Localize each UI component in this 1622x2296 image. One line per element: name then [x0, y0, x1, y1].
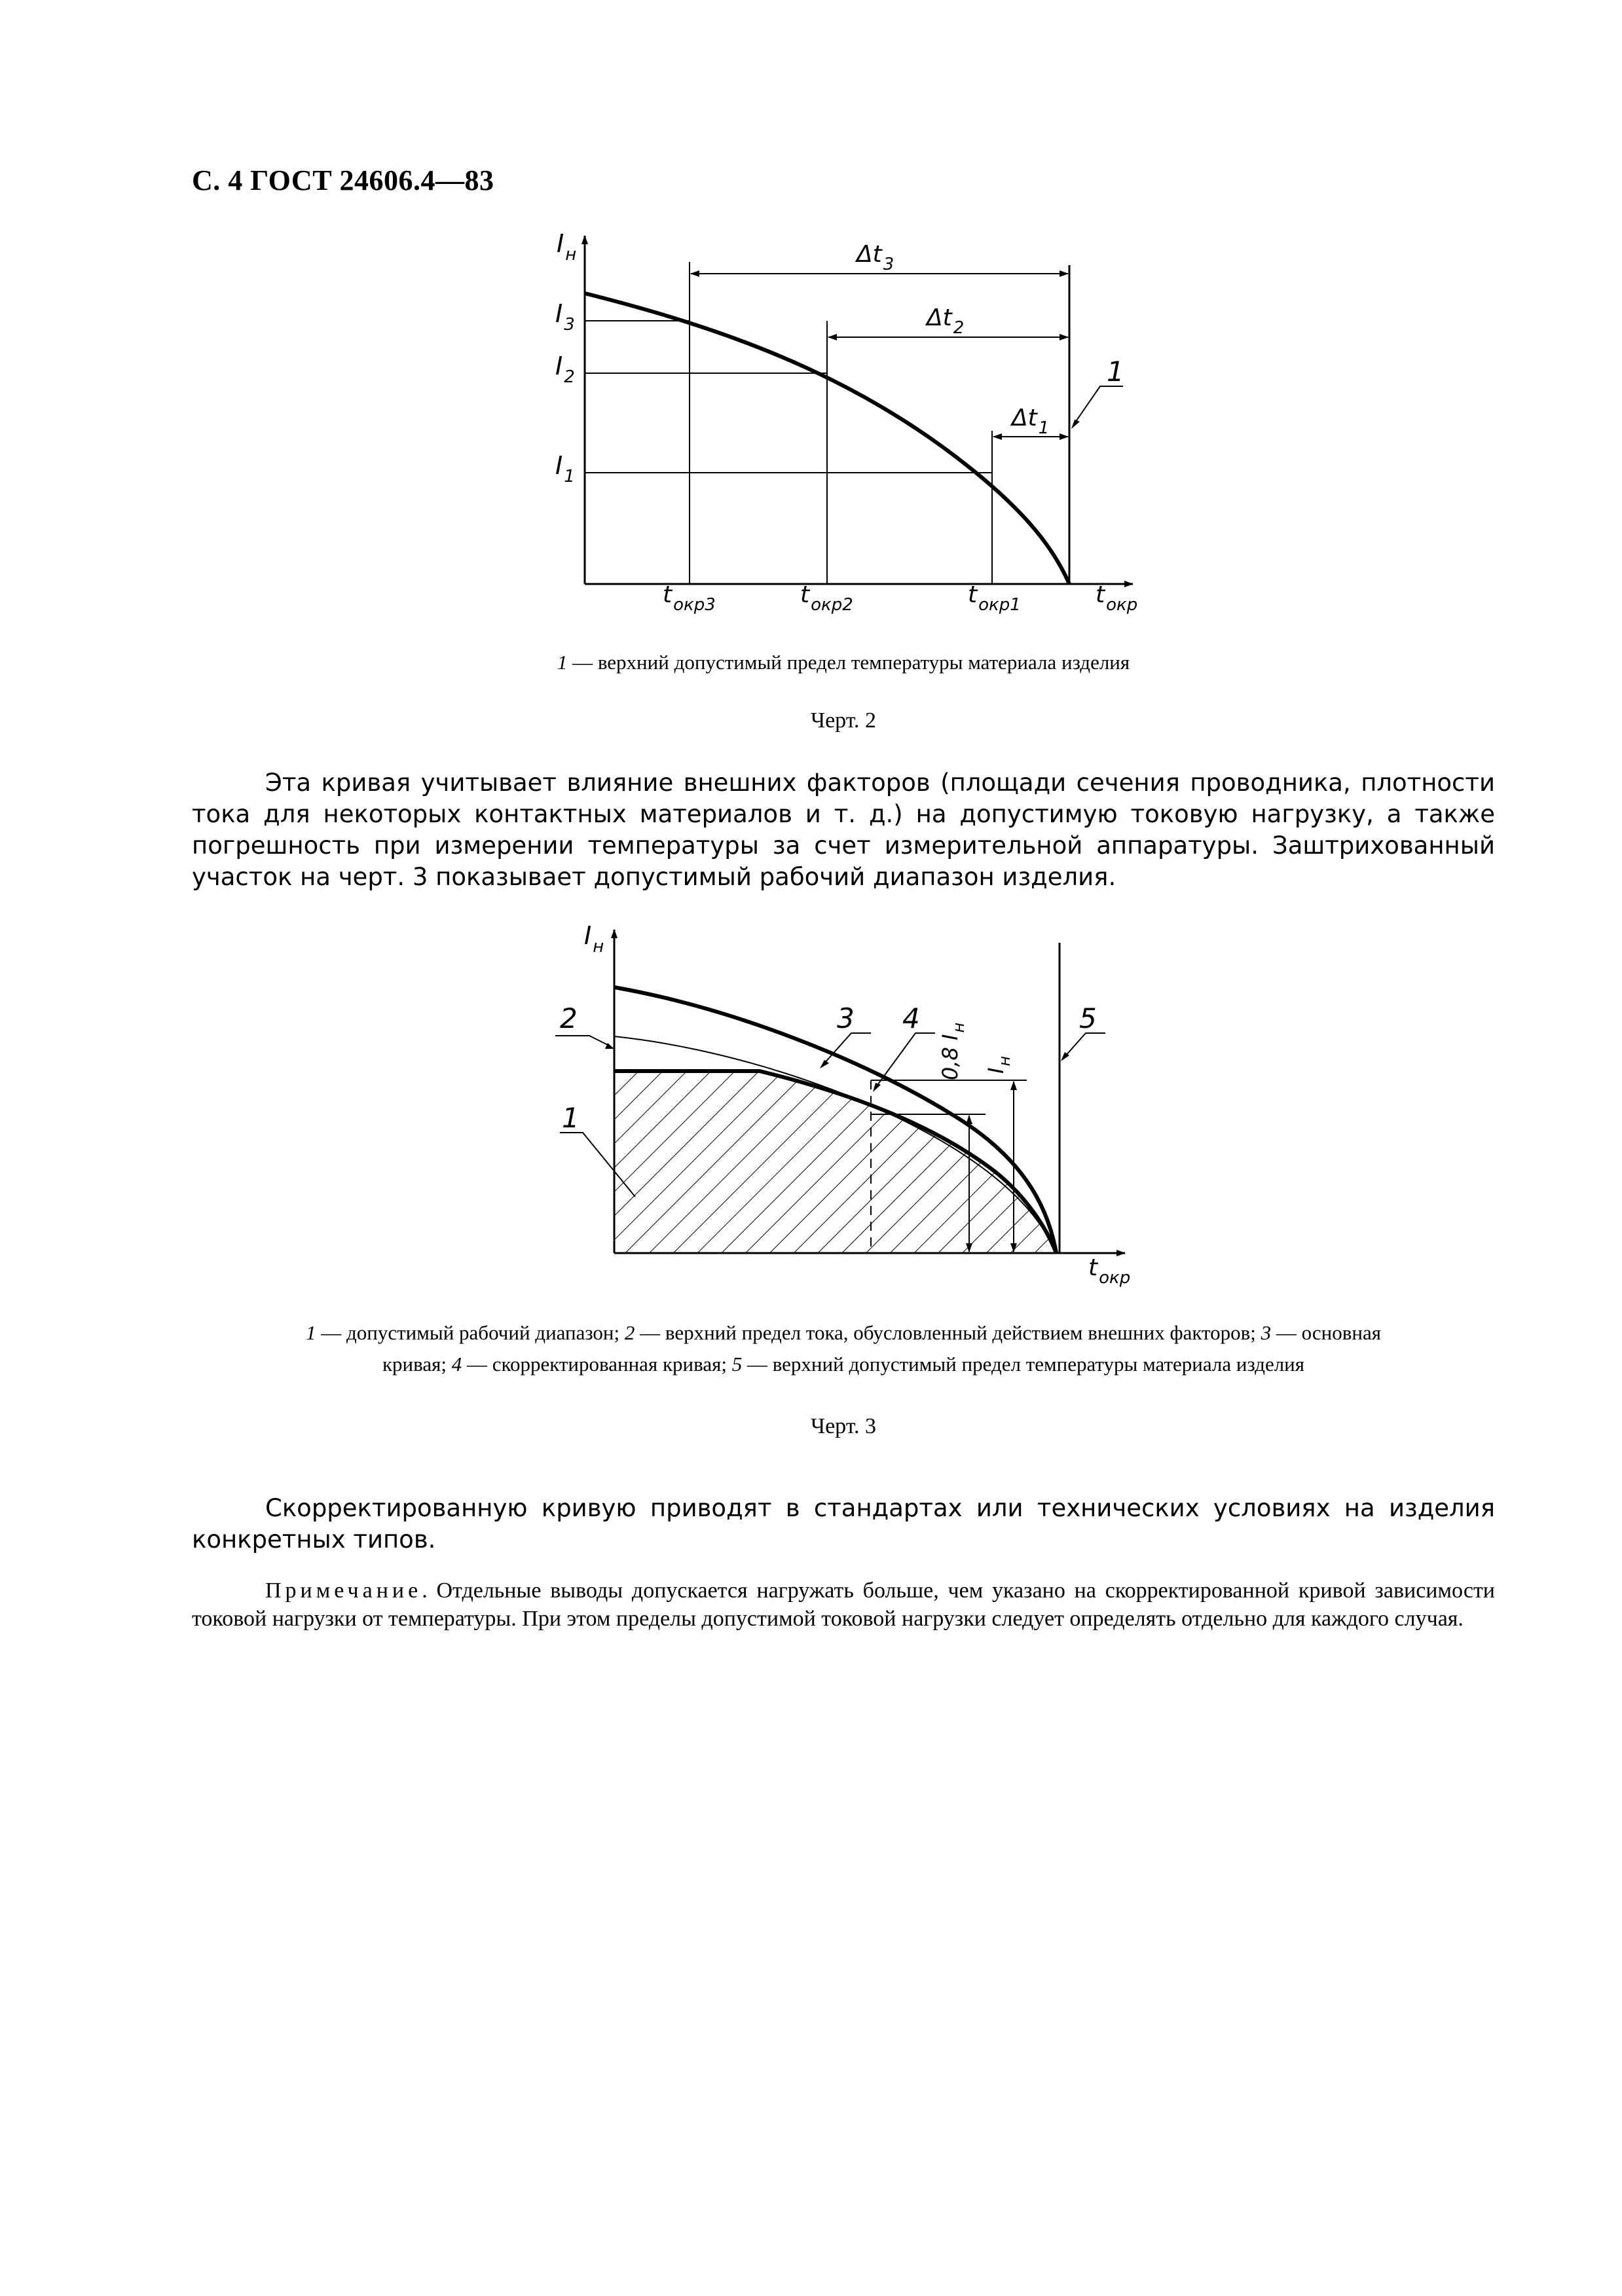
interval-dt2: $\Delta t_2$	[927, 304, 965, 338]
figure-2	[511, 216, 1166, 642]
callout-3-label: 3	[837, 1002, 855, 1034]
y-tick-i2: $I_2$	[555, 352, 575, 387]
figure-3-caption-line-2: кривая; 4 — скорректированная кривая; 5 — верхний допустимый предел температуры материала изделия	[382, 1353, 1305, 1376]
note	[192, 1576, 1495, 1633]
figure-3-caption	[192, 1317, 1495, 1380]
y-tick-i1: $I_1$	[555, 451, 575, 486]
hatched-area	[614, 1071, 1056, 1253]
callout-1-leader	[1074, 386, 1123, 424]
x-tick-tokr3: $t_{окр3}$	[663, 581, 716, 615]
note-label: Примечание	[265, 1578, 422, 1603]
paragraph-2: Скорректированную кривую приводят в стандартах или технических условиях на изделия конкретных типов.	[192, 1494, 1495, 1554]
interval-dt1: $\Delta t_1$	[1012, 405, 1050, 438]
y-axis-label: $I_н$	[557, 229, 577, 264]
figure-2-caption: 1 — верхний допустимый предел температуры материала изделия	[557, 651, 1130, 674]
figure-2-label: Черт. 2	[810, 708, 877, 733]
callout-2-label: 2	[560, 1002, 578, 1034]
interval-dt3: $\Delta t_3$	[857, 241, 894, 274]
x-axis-label: $t_{окр}$	[1088, 1254, 1131, 1288]
dim-08in-label: 0,8 $I_н$	[938, 1022, 968, 1080]
x-tick-tokr2: $t_{окр2}$	[800, 581, 853, 615]
y-axis-label: $I_н$	[584, 921, 604, 957]
callout-1-label: 1	[562, 1102, 580, 1134]
dim-in-label: $I_н$	[984, 1055, 1014, 1074]
note-text: . Отдельные выводы допускается нагружать больше, чем указано на скорректированной кривой зависимости токовой нагрузки от температуры. При этом пределы допустимой токовой нагрузки следует определять отдельно для каждого случая.	[192, 1578, 1495, 1631]
callout-5-label: 5	[1079, 1002, 1097, 1034]
figure-3	[511, 917, 1166, 1309]
paragraph-1: Эта кривая учитывает влияние внешних факторов (площади сечения проводника, плотности тока для некоторых контактных материалов и т. д.) на допустимую токовую нагрузку, а также погрешность при измерении температуры за счет измерительной аппаратуры. Заштрихованный участок на черт. 3 показывает допустимый рабочий диапазон изделия.	[192, 769, 1495, 891]
figure-3-caption-line-1: 1 — допустимый рабочий диапазон; 2 — верхний предел тока, обусловленный действием внешних факторов; 3 — основная	[306, 1321, 1381, 1344]
callout-1-label: 1	[1107, 355, 1124, 388]
callout-5-leader	[1065, 1033, 1105, 1057]
x-tick-tokr1: $t_{окр1}$	[968, 581, 1021, 615]
page-header: С. 4 ГОСТ 24606.4—83	[192, 164, 494, 196]
figure-3-label: Черт. 3	[810, 1414, 877, 1438]
callout-4-label: 4	[902, 1002, 920, 1034]
x-axis-label: $t_{окр}$	[1096, 581, 1138, 615]
y-tick-i3: $I_3$	[555, 299, 575, 335]
callout-2-leader	[555, 1036, 610, 1046]
